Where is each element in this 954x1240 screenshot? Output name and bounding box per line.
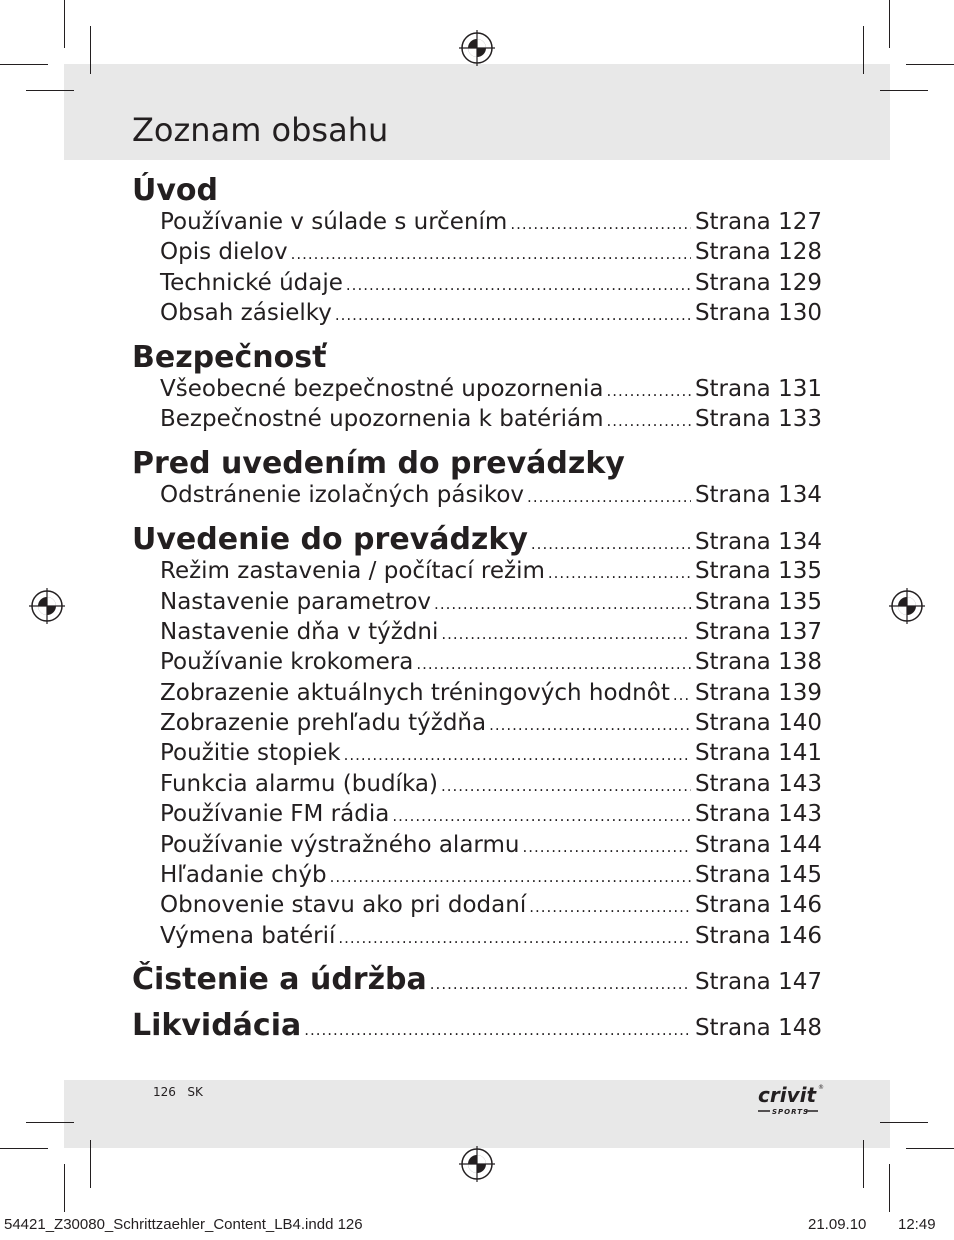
- toc-section-cistenie[interactable]: [132, 962, 822, 998]
- leader-dots: [606, 405, 690, 435]
- toc-entry-label: Nastavenie dňa v týždni: [160, 619, 439, 645]
- toc-entry-label: Hľadanie chýb: [160, 862, 327, 888]
- toc-entry-page: Strana 130: [694, 300, 822, 326]
- crop-mark: [906, 64, 954, 65]
- toc-entry[interactable]: [160, 557, 822, 585]
- toc-entry[interactable]: [160, 922, 822, 950]
- leader-dots: [441, 770, 691, 800]
- registration-mark-icon: [29, 588, 65, 624]
- toc-entry-page: Strana 146: [694, 892, 822, 918]
- registration-mark-icon: [459, 30, 495, 66]
- toc-entry[interactable]: [160, 375, 822, 403]
- crop-mark: [880, 90, 928, 91]
- toc-entry[interactable]: [160, 648, 822, 676]
- toc-entry-page: Strana 146: [694, 923, 822, 949]
- toc-entry-page: Strana 129: [694, 270, 822, 296]
- toc-entry-label: Režim zastavenia / počítací režim: [160, 558, 545, 584]
- crop-mark: [0, 1148, 48, 1149]
- toc-entry-label: Používanie výstražného alarmu: [160, 832, 520, 858]
- toc-entry[interactable]: [160, 269, 822, 297]
- leader-dots: [441, 618, 691, 648]
- crop-mark: [880, 1122, 928, 1123]
- toc-entry-label: Používanie FM rádia: [160, 801, 390, 827]
- crop-mark: [889, 0, 890, 48]
- crop-mark: [0, 64, 48, 65]
- toc-entry[interactable]: [160, 861, 822, 889]
- crop-mark: [889, 1164, 890, 1212]
- toc-entry[interactable]: [160, 739, 822, 767]
- leader-dots: [510, 208, 691, 238]
- crivit-logo: [756, 1080, 826, 1120]
- toc-entry-label: Nastavenie parametrov: [160, 589, 432, 615]
- toc-entry-page: Strana 127: [694, 209, 822, 235]
- toc-entry[interactable]: [160, 800, 822, 828]
- leader-dots: [392, 800, 691, 830]
- page-title: Zoznam obsahu: [132, 111, 389, 149]
- toc-entry-page: Strana 135: [694, 589, 822, 615]
- crop-mark: [863, 26, 864, 74]
- toc-entry[interactable]: [160, 891, 822, 919]
- toc-entry[interactable]: [160, 238, 822, 266]
- toc-entry-label: Zobrazenie aktuálnych tréningových hodnôt: [160, 680, 670, 706]
- toc-entry-label: Použitie stopiek: [160, 740, 341, 766]
- footer-language: SK: [187, 1085, 203, 1099]
- slug-time: 12:49: [898, 1216, 936, 1233]
- leader-dots: [304, 1010, 691, 1048]
- toc-entry-page: Strana 143: [694, 771, 822, 797]
- leader-dots: [522, 831, 690, 861]
- toc-entry-label: Zobrazenie prehľadu týždňa: [160, 710, 487, 736]
- leader-dots: [529, 891, 691, 921]
- toc-entry-label: Všeobecné bezpečnostné upozornenia: [160, 376, 604, 402]
- toc-entry-label: Funkcia alarmu (budíka): [160, 771, 438, 797]
- crop-mark: [64, 0, 65, 48]
- leader-dots: [673, 679, 691, 709]
- toc-entry-page: Strana 128: [694, 239, 822, 265]
- toc-section-uvedenie[interactable]: [132, 522, 822, 558]
- toc-entry-page: Strana 134: [694, 482, 822, 508]
- crop-mark: [90, 1140, 91, 1188]
- toc-entry-page: Strana 133: [694, 406, 822, 432]
- registration-mark-icon: [889, 588, 925, 624]
- toc-entry-page: Strana 139: [694, 680, 822, 706]
- toc-entry-page: Strana 145: [694, 862, 822, 888]
- toc-entry-page: Strana 141: [694, 740, 822, 766]
- slug-file: 54421_Z30080_Schrittzaehler_Content_LB4.indd 126: [4, 1216, 363, 1233]
- section-title-likvidacia: Likvidácia: [132, 1008, 302, 1043]
- leader-dots: [607, 375, 691, 405]
- crop-mark: [906, 1148, 954, 1149]
- footer-page-info: [153, 1085, 203, 1099]
- toc-entry-page: Strana 134: [694, 529, 822, 555]
- section-title-uvedenie: Uvedenie do prevádzky: [132, 522, 528, 557]
- toc-entry[interactable]: [160, 831, 822, 859]
- footer-page-number: 126: [153, 1085, 176, 1099]
- leader-dots: [338, 922, 691, 952]
- toc-entry-label: Obnovenie stavu ako pri dodaní: [160, 892, 527, 918]
- toc-entry[interactable]: [160, 299, 822, 327]
- toc-entry-page: Strana 131: [694, 376, 822, 402]
- section-title-uvod: Úvod: [132, 173, 219, 208]
- crop-mark: [26, 90, 74, 91]
- toc-section-likvidacia[interactable]: [132, 1008, 822, 1044]
- toc-entry-page: Strana 144: [694, 832, 822, 858]
- crop-mark: [26, 1122, 74, 1123]
- toc-entry-page: Strana 143: [694, 801, 822, 827]
- leader-dots: [416, 648, 691, 678]
- toc-entry-page: Strana 135: [694, 558, 822, 584]
- toc-entry-label: Bezpečnostné upozornenia k batériám: [160, 406, 604, 432]
- toc-entry[interactable]: [160, 588, 822, 616]
- toc-entry[interactable]: [160, 618, 822, 646]
- toc-entry[interactable]: [160, 709, 822, 737]
- leader-dots: [344, 739, 691, 769]
- leader-dots: [346, 269, 691, 299]
- section-title-cistenie: Čistenie a údržba: [132, 962, 427, 997]
- leader-dots: [527, 481, 691, 511]
- toc-entry-page: Strana 138: [694, 649, 822, 675]
- section-title-bezpecnost: Bezpečnosť: [132, 340, 327, 375]
- crop-mark: [90, 26, 91, 74]
- toc-entry[interactable]: [160, 679, 822, 707]
- leader-dots: [291, 238, 691, 268]
- leader-dots: [489, 709, 691, 739]
- toc-entry-page: Strana 148: [694, 1015, 822, 1041]
- leader-dots: [430, 964, 691, 1002]
- section-title-pred-uvedenim: Pred uvedením do prevádzky: [132, 446, 625, 481]
- leader-dots: [434, 588, 691, 618]
- toc-entry-label: Odstránenie izolačných pásikov: [160, 482, 525, 508]
- leader-dots: [335, 299, 691, 329]
- crop-mark: [64, 1164, 65, 1212]
- toc-entry-label: Obsah zásielky: [160, 300, 332, 326]
- toc-entry-label: Výmena batérií: [160, 923, 336, 949]
- registration-mark-icon: [459, 1146, 495, 1182]
- toc-entry-label: Opis dielov: [160, 239, 288, 265]
- leader-dots: [330, 861, 691, 891]
- toc-entry[interactable]: [160, 481, 822, 509]
- toc-entry[interactable]: [160, 208, 822, 236]
- logo-brand: crivit: [758, 1083, 817, 1107]
- toc-entry-page: Strana 147: [694, 969, 822, 995]
- toc-entry-label: Používanie v súlade s určením: [160, 209, 508, 235]
- logo-sub: SPORTS: [772, 1108, 810, 1116]
- toc-entry-label: Používanie krokomera: [160, 649, 414, 675]
- toc-entry-page: Strana 137: [694, 619, 822, 645]
- logo-mark: ®: [818, 1084, 824, 1091]
- crop-mark: [863, 1140, 864, 1188]
- toc-entry-label: Technické údaje: [160, 270, 343, 296]
- toc-entry[interactable]: [160, 770, 822, 798]
- toc-entry[interactable]: [160, 405, 822, 433]
- leader-dots: [548, 557, 691, 587]
- slug-date: 21.09.10: [808, 1216, 867, 1233]
- toc-entry-page: Strana 140: [694, 710, 822, 736]
